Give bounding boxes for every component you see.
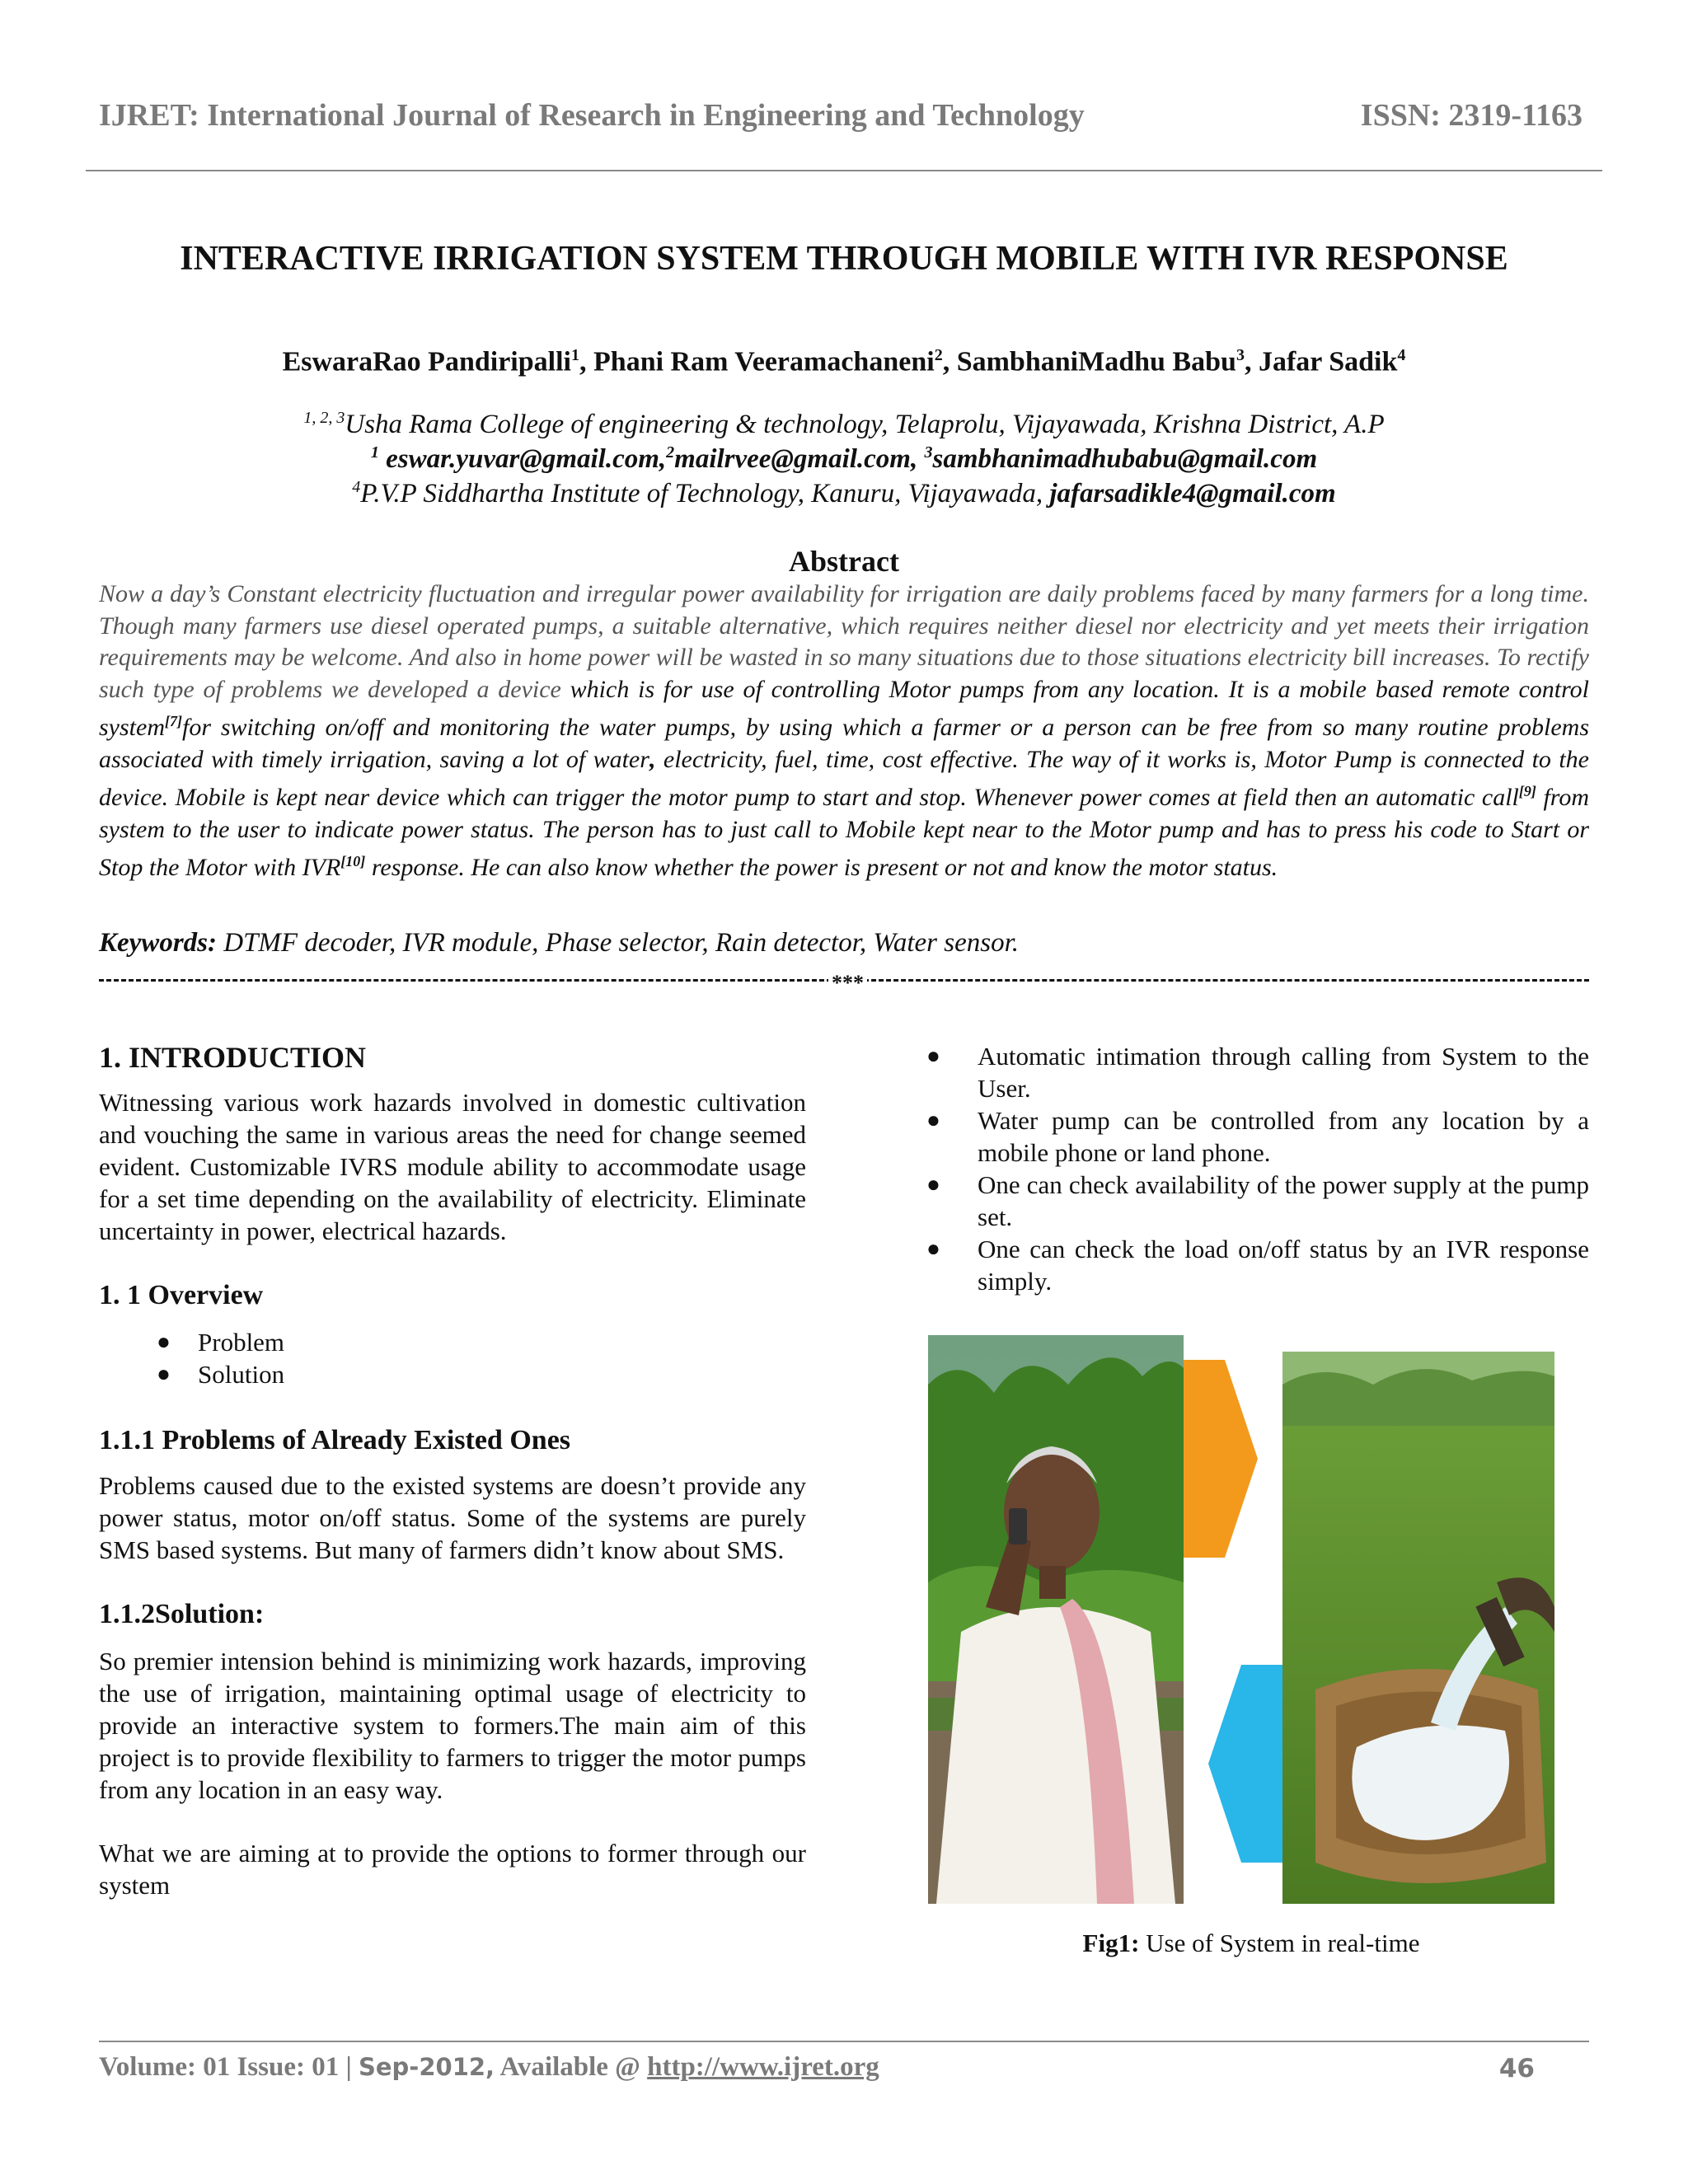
abstract-body xyxy=(99,579,1589,884)
problems-text: Problems caused due to the existed systems are doesn’t provide any power status, motor on/off status. Some of the systems are purely SMS based systems. But many of farmers didn’t know about SMS. xyxy=(99,1471,806,1564)
overview-list xyxy=(99,1326,806,1390)
farmer-photo xyxy=(928,1335,1184,1904)
author-name: Phani Ram Veeramachaneni xyxy=(593,346,935,377)
email-sup: 2 xyxy=(666,443,675,462)
author-list: EswaraRao Pandiripalli$^1$, Phani Ram Veeramachaneni$^2$, SambhaniMadhu Babu$^3$, Jafar Sadik$^4$ xyxy=(282,346,1406,377)
keywords: Keywords: DTMF decoder, IVR module, Phase selector, Rain detector, Water sensor. xyxy=(99,928,1020,958)
list-item xyxy=(926,1040,1589,1104)
figure-1-caption xyxy=(913,1929,1589,1958)
abstract-text: electricity, fuel, time, cost effective. The way of it works is, Motor Pump is connected to the device. Mobile is kept near device which can trigger the motor pump to start and stop. Whenever power comes at field then an automatic call xyxy=(99,745,1590,811)
list-item xyxy=(926,1169,1589,1233)
overview-heading: 1. 1 Overview xyxy=(99,1280,264,1310)
journal-header: IJRET: International Journal of Research in Engineering and Technology xyxy=(99,98,1085,133)
citation: [9] xyxy=(1518,783,1536,799)
solution-text: So premier intension behind is minimizing work hazards, improving the use of irrigation, maintaining optimal usage of electricity to provide an interactive system to formers.The main aim of this project is to provide flexibility to farmers to trigger the motor pumps from any location in an easy way. xyxy=(99,1647,806,1804)
affiliation-sup: 1, 2, 3 xyxy=(303,409,345,427)
list-item-text: Problem xyxy=(198,1328,285,1357)
aim-text: What we are aiming at to provide the options to former through our system xyxy=(99,1839,806,1900)
citation: [7] xyxy=(164,713,182,729)
author-sup: 3 xyxy=(1236,346,1245,364)
bullet-icon: ● xyxy=(926,1108,940,1133)
author-sup: 2 xyxy=(934,346,943,364)
email-line-1 xyxy=(0,437,1688,475)
affiliation-2 xyxy=(0,471,1688,509)
date-text: Sep-2012, xyxy=(358,2053,495,2081)
figure-label: Fig1: xyxy=(1082,1929,1140,1957)
affiliation-text: P.V.P Siddhartha Institute of Technology, Kanuru, Vijayawada, xyxy=(360,479,1043,509)
email-sup: 1 xyxy=(370,443,379,462)
arrow-left-icon xyxy=(1208,1665,1282,1863)
header-rule xyxy=(86,170,1602,171)
email-sup: 3 xyxy=(924,443,933,462)
author-name: Jafar Sadik xyxy=(1258,346,1398,377)
list-item xyxy=(926,1104,1589,1169)
author-sup: 4 xyxy=(1397,346,1406,364)
volume-text: Volume: 01 Issue: 01 | xyxy=(99,2052,352,2082)
intro-text: Witnessing various work hazards involved in domestic cultivation and vouching the same in various areas the need for change seemed evident. Customizable IVRS module ability to accommodate usage for a set time depending on the availability of electricity. Eliminate uncertainty in power, electrical hazards. xyxy=(99,1088,806,1245)
figure-caption-text: Use of System in real-time xyxy=(1146,1929,1420,1957)
list-item-text: Solution xyxy=(198,1360,285,1389)
affiliation-1 xyxy=(0,402,1688,440)
email-address[interactable]: jafarsadikle4@gmail.com xyxy=(1049,479,1336,509)
abstract-text: for switching on/off and monitoring the water pumps, by using which a farmer or a person can be free from so many routine problems associated with timely irrigation, saving a lot of water xyxy=(99,714,1589,773)
author-name: EswaraRao Pandiripalli xyxy=(282,346,572,377)
footer-rule xyxy=(99,2041,1589,2042)
features-list xyxy=(913,1040,1589,1297)
list-item xyxy=(157,1358,806,1390)
abstract-text: from system to the user to indicate power status. The person has to just call to Mobile kept near to the Motor pump and has to press his code to Start or Stop the Motor with IVR xyxy=(99,784,1589,881)
bullet-icon: ● xyxy=(157,1361,171,1387)
paper-title: INTERACTIVE IRRIGATION SYSTEM THROUGH MOBILE WITH IVR RESPONSE xyxy=(180,240,1508,278)
list-item xyxy=(926,1233,1589,1297)
available-text: Available @ xyxy=(499,2052,640,2082)
author-name: SambhaniMadhu Babu xyxy=(956,346,1236,377)
journal-link[interactable]: http://www.ijret.org xyxy=(647,2052,879,2082)
citation: [10] xyxy=(340,853,366,869)
abstract-text: Now a day’s Constant electricity fluctuation and irregular power availability for irrigation are daily problems faced by many farmers for a long time. Though many farmers use diesel operated pumps, a suitable alternative, which requires neither diesel nor electricity and yet meets their irrigation requirements may be welcome. And also in home power will be wasted in so many situations due to those situations electricity bill increases. To rectify such type of problems we developed a device xyxy=(99,580,1589,703)
email-address[interactable]: sambhanimadhubabu@gmail.com xyxy=(932,444,1318,474)
list-item-text: One can check availability of the power supply at the pump set. xyxy=(978,1170,1589,1231)
right-column xyxy=(913,1040,1589,1297)
list-item-text: One can check the load on/off status by an IVR response simply. xyxy=(978,1235,1589,1296)
left-column xyxy=(99,1040,806,1901)
affiliation-text: Usha Rama College of engineering & technology, Telaprolu, Vijayawada, Krishna District, A.P xyxy=(345,410,1385,439)
figure-1-image xyxy=(928,1335,1554,1904)
solution-heading: 1.1.2Solution: xyxy=(99,1599,265,1629)
footer-volume xyxy=(99,2052,879,2083)
bullet-icon: ● xyxy=(926,1172,940,1197)
arrow-right-icon xyxy=(1184,1360,1258,1558)
keywords-text: DTMF decoder, IVR module, Phase selector, Rain detector, Water sensor xyxy=(223,928,1012,958)
abstract-heading: Abstract xyxy=(789,545,899,578)
author-sup: 1 xyxy=(571,346,580,364)
water-pump-photo xyxy=(1282,1352,1554,1904)
abstract-text: , xyxy=(649,745,656,773)
issn-header: ISSN: 2319-1163 xyxy=(1360,98,1582,133)
affiliation-sup: 4 xyxy=(352,478,361,496)
list-item-text: Water pump can be controlled from any location by a mobile phone or land phone. xyxy=(978,1106,1589,1167)
bullet-icon: ● xyxy=(926,1043,940,1069)
list-item xyxy=(157,1326,806,1358)
email-address[interactable]: mailrvee@gmail.com, xyxy=(674,444,918,474)
intro-heading: 1. INTRODUCTION xyxy=(99,1041,367,1074)
page-number: 46 xyxy=(1498,2054,1535,2083)
separator-stars: *** xyxy=(828,971,867,996)
bullet-icon: ● xyxy=(926,1236,940,1262)
list-item-text: Automatic intimation through calling from System to the User. xyxy=(978,1042,1589,1103)
bullet-icon: ● xyxy=(157,1329,171,1355)
problems-heading: 1.1.1 Problems of Already Existed Ones xyxy=(99,1425,571,1455)
abstract-text: which is for use of controlling Motor pumps from any location. It is a mobile based remote control system xyxy=(99,675,1590,741)
email-address[interactable]: eswar.yuvar@gmail.com, xyxy=(386,444,667,474)
keywords-label: Keywords: xyxy=(99,928,217,958)
abstract-text: response. He can also know whether the power is present or not and know the motor status. xyxy=(371,854,1278,881)
